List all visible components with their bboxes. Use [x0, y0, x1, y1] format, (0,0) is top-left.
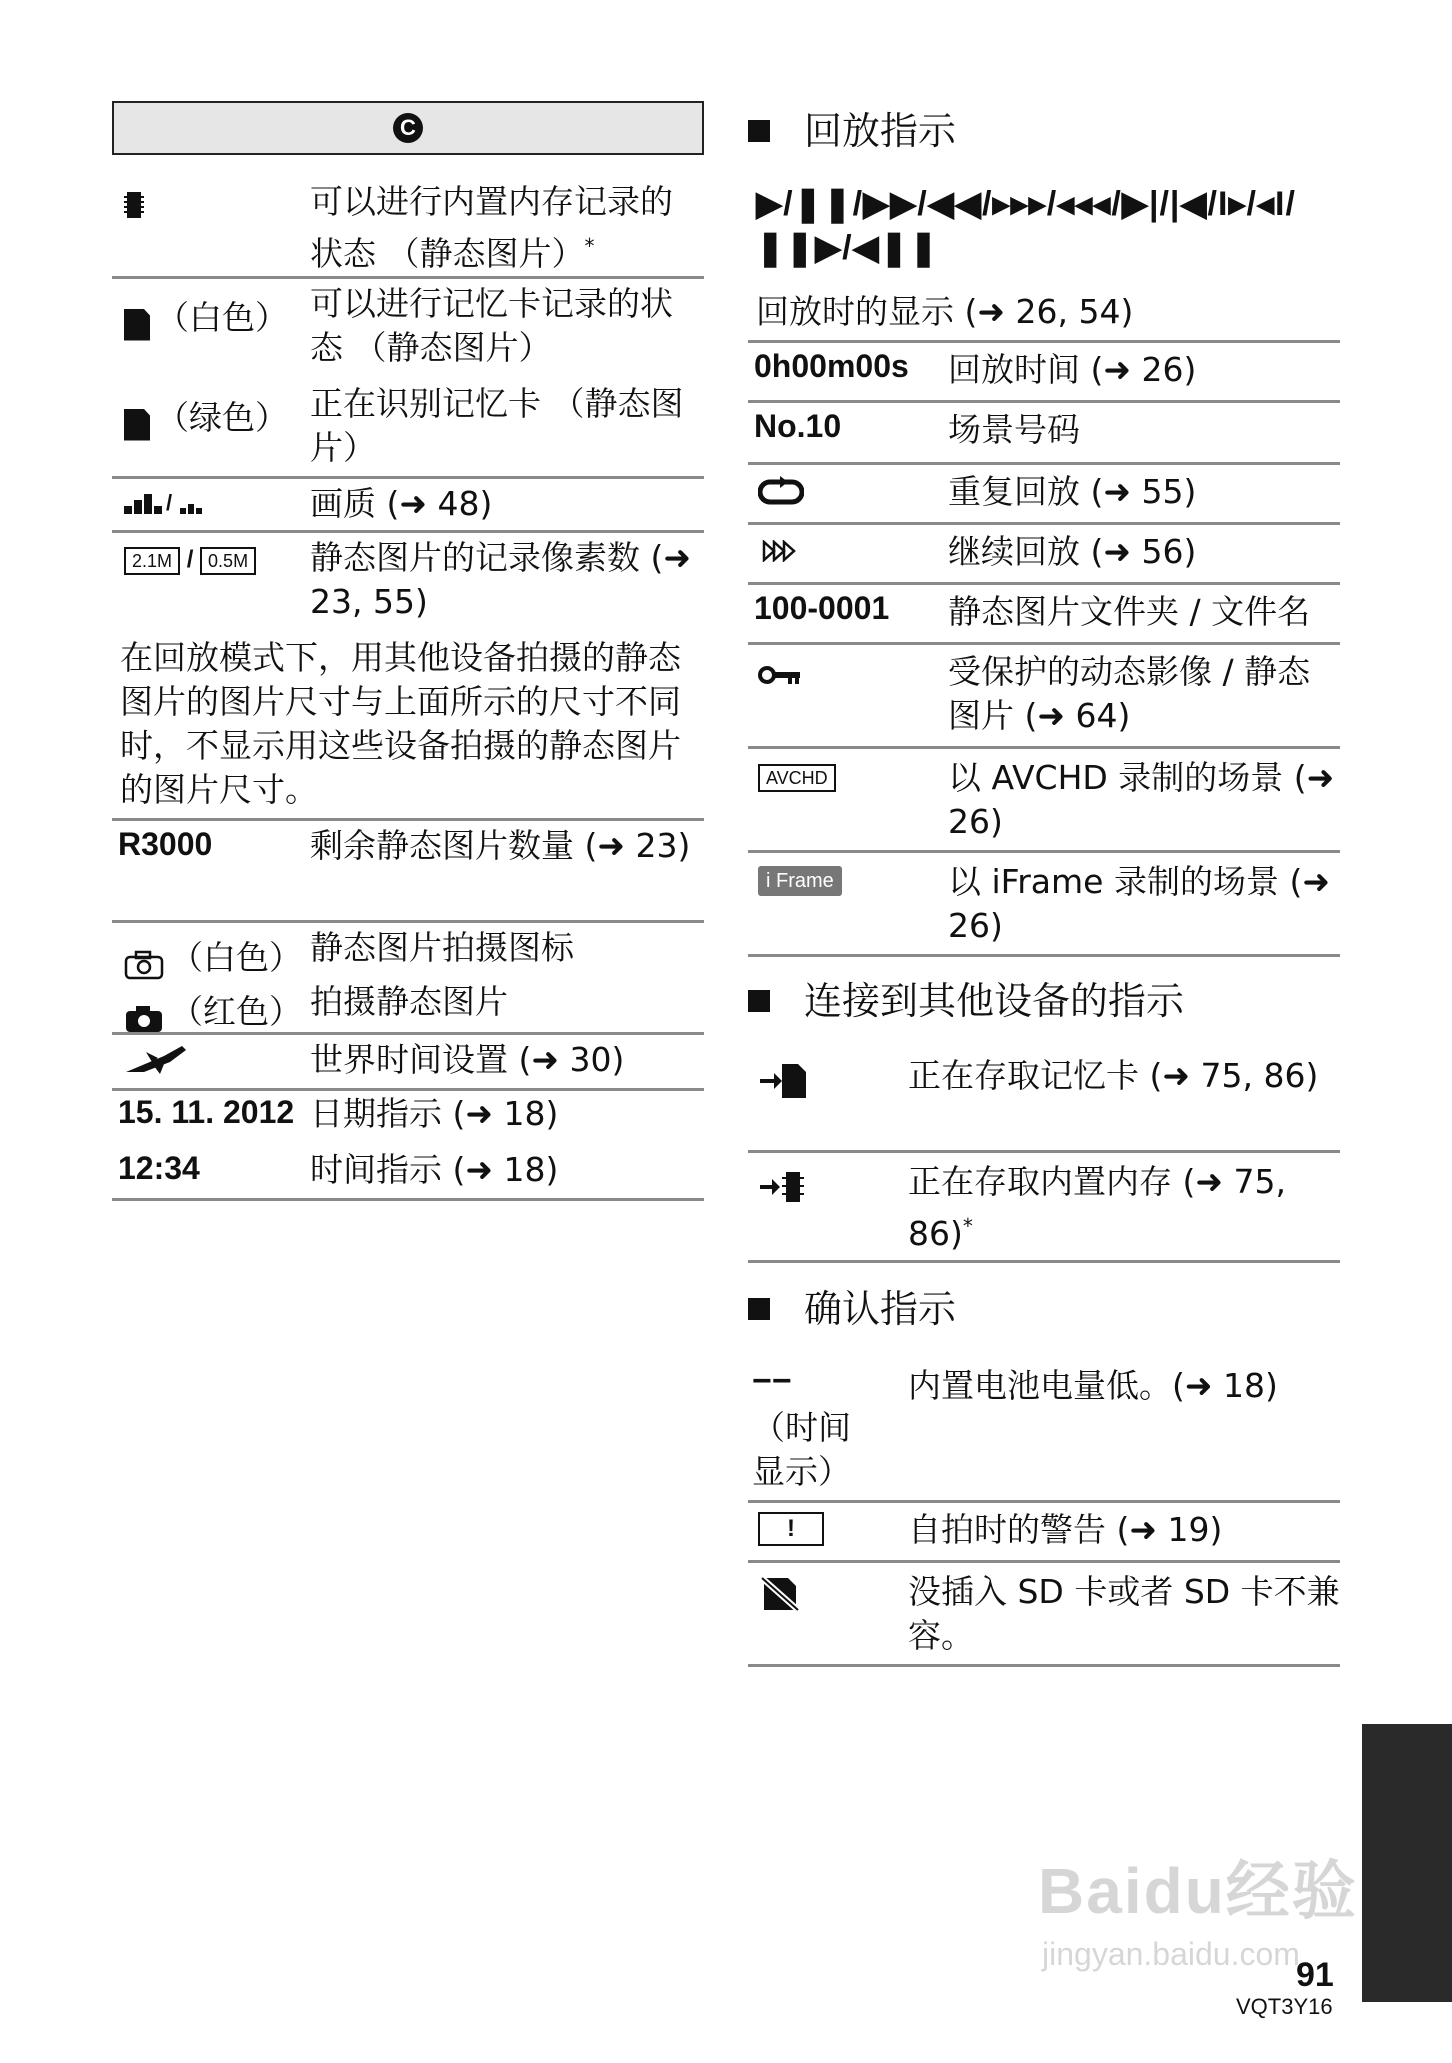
row-text: 正在存取内置内存 (➜ 75, 86)* — [908, 1162, 1286, 1253]
resume-icon — [762, 540, 798, 566]
row-self-timer-warning — [748, 1506, 1340, 1556]
row-text: 画质 (➜ 48) — [310, 484, 493, 523]
row-text: 日期指示 (➜ 18) — [310, 1094, 559, 1133]
row-text: 回放时间 (➜ 26) — [948, 350, 1197, 389]
divider — [748, 1150, 1340, 1153]
mode-header — [112, 101, 704, 155]
divider — [748, 850, 1340, 853]
pixel-icon: 2.1M / 0.5M — [124, 546, 256, 575]
iframe-badge: i Frame — [758, 866, 842, 896]
divider — [748, 462, 1340, 465]
time-label: 12:34 — [118, 1150, 200, 1186]
row-camera-white — [112, 926, 704, 977]
row-text: 场景号码 — [948, 410, 1080, 449]
divider — [112, 920, 704, 923]
playback-intro: 回放时的显示 (➜ 26, 54) — [756, 292, 1134, 331]
camera-filled-icon — [124, 986, 302, 1034]
page-number: 91 — [1296, 1956, 1334, 1994]
divider — [112, 476, 704, 479]
row-text: 没插入 SD 卡或者 SD 卡不兼容。 — [908, 1572, 1340, 1655]
row-repeat — [748, 468, 1340, 518]
divider — [748, 582, 1340, 585]
row-card-green — [112, 382, 704, 472]
note-paragraph: 在回放模式下，用其他设备拍摄的静态图片的图片尺寸与上面所示的尺寸不同时，不显示用这些设备拍摄的静态图片的图片尺寸。 — [120, 638, 681, 809]
divider — [748, 1664, 1340, 1667]
divider — [748, 1560, 1340, 1563]
row-text: 静态图片拍摄图标 — [310, 928, 574, 967]
memory-access-icon — [760, 1170, 808, 1208]
watermark: Baidu经验 jingyan.baidu.com — [1038, 1855, 1358, 1972]
section-heading-playback: 回放指示 — [748, 106, 956, 156]
row-iframe — [748, 856, 1340, 952]
bullet-square — [748, 1298, 770, 1320]
row-text: 正在识别记忆卡 （静态图片） — [310, 384, 684, 467]
row-scene-number — [748, 406, 1340, 456]
row-avchd — [748, 752, 1340, 848]
card-icon — [124, 392, 288, 441]
divider — [748, 1500, 1340, 1503]
date-label: 15. 11. 2012 — [118, 1094, 295, 1130]
row-date — [112, 1092, 704, 1140]
folder-file-label: 100-0001 — [754, 590, 890, 626]
remaining-count: R3000 — [118, 826, 213, 862]
divider — [112, 818, 704, 821]
svg-text:/: / — [166, 490, 173, 515]
color-label: （绿色） — [156, 398, 288, 437]
no-card-icon — [760, 1576, 800, 1616]
row-remaining — [112, 824, 704, 916]
row-battery-low — [748, 1362, 1340, 1498]
section-heading-confirm: 确认指示 — [748, 1284, 956, 1334]
camera-outline-icon — [124, 932, 302, 980]
divider — [748, 1260, 1340, 1263]
divider — [748, 746, 1340, 749]
still-mode-icon: C — [393, 113, 423, 143]
time-blank-label: −− — [752, 1362, 792, 1400]
row-playback-time — [748, 346, 1340, 396]
repeat-icon — [758, 476, 804, 512]
divider — [112, 1032, 704, 1035]
row-memory-access — [748, 1156, 1340, 1256]
row-text: 时间指示 (➜ 18) — [310, 1150, 559, 1189]
avchd-badge: AVCHD — [758, 764, 836, 792]
row-resume — [748, 528, 1340, 578]
row-text: 可以进行内置内存记录的状态 （静态图片）* — [310, 182, 673, 273]
row-memory-record — [112, 180, 704, 276]
row-card-access — [748, 1050, 1340, 1146]
divider — [748, 642, 1340, 645]
playback-time-label: 0h00m00s — [754, 348, 909, 384]
row-text: 正在存取记忆卡 (➜ 75, 86) — [908, 1056, 1319, 1095]
chapter-tab — [1362, 1724, 1452, 2002]
bullet-square — [748, 990, 770, 1012]
row-world-time — [112, 1038, 704, 1086]
divider — [112, 1088, 704, 1091]
divider — [112, 530, 704, 533]
warning-icon: ! — [758, 1512, 824, 1546]
row-text: 可以进行记忆卡记录的状态 （静态图片） — [310, 284, 673, 367]
divider — [748, 522, 1340, 525]
card-icon — [124, 292, 288, 341]
row-protected — [748, 648, 1340, 738]
row-text: 静态图片的记录像素数 (➜ 23, 55) — [310, 538, 692, 621]
row-text: 内置电池电量低。(➜ 18) — [908, 1366, 1278, 1405]
row-text: 静态图片文件夹 / 文件名 — [948, 592, 1311, 631]
row-text: 以 iFrame 录制的场景 (➜ 26) — [948, 862, 1330, 945]
divider — [748, 340, 1340, 343]
key-icon — [758, 664, 802, 690]
row-quality — [112, 482, 704, 530]
card-access-icon — [760, 1064, 808, 1102]
color-label: （白色） — [156, 298, 288, 337]
row-text: 受保护的动态影像 / 静态图片 (➜ 64) — [948, 652, 1311, 735]
bullet-square — [748, 120, 770, 142]
divider — [748, 954, 1340, 957]
quality-icon — [124, 490, 208, 520]
row-text: 剩余静态图片数量 (➜ 23) — [310, 826, 691, 865]
memory-icon — [124, 190, 144, 224]
color-label: （白色） — [170, 938, 302, 977]
row-card-white — [112, 282, 704, 372]
plane-icon — [124, 1042, 188, 1080]
row-text: 自拍时的警告 (➜ 19) — [908, 1510, 1223, 1549]
row-time — [112, 1148, 704, 1196]
row-camera-red — [112, 980, 704, 1031]
section-heading-connect: 连接到其他设备的指示 — [748, 976, 1184, 1026]
document-code: VQT3Y16 — [1236, 1994, 1333, 2019]
playback-symbols: ▶/❚❚/▶▶/◀◀/▸▸▸/◂◂◂/▶|/|◀/I▸/◂I/ ❚❚▶/◀❚❚ — [756, 185, 1296, 267]
scene-number-label: No.10 — [754, 408, 842, 444]
row-no-card — [748, 1566, 1340, 1662]
divider — [748, 400, 1340, 403]
row-text: 以 AVCHD 录制的场景 (➜ 26) — [948, 758, 1335, 841]
row-text: 世界时间设置 (➜ 30) — [310, 1040, 625, 1079]
time-display-note: （时间显示） — [752, 1408, 851, 1491]
row-text: 重复回放 (➜ 55) — [948, 472, 1197, 511]
divider — [112, 276, 704, 279]
color-label: （红色） — [170, 992, 302, 1031]
row-pixels — [112, 536, 704, 632]
divider — [112, 1198, 704, 1201]
row-folder-file — [748, 588, 1340, 638]
row-text: 拍摄静态图片 — [310, 982, 508, 1021]
row-text: 继续回放 (➜ 56) — [948, 532, 1197, 571]
